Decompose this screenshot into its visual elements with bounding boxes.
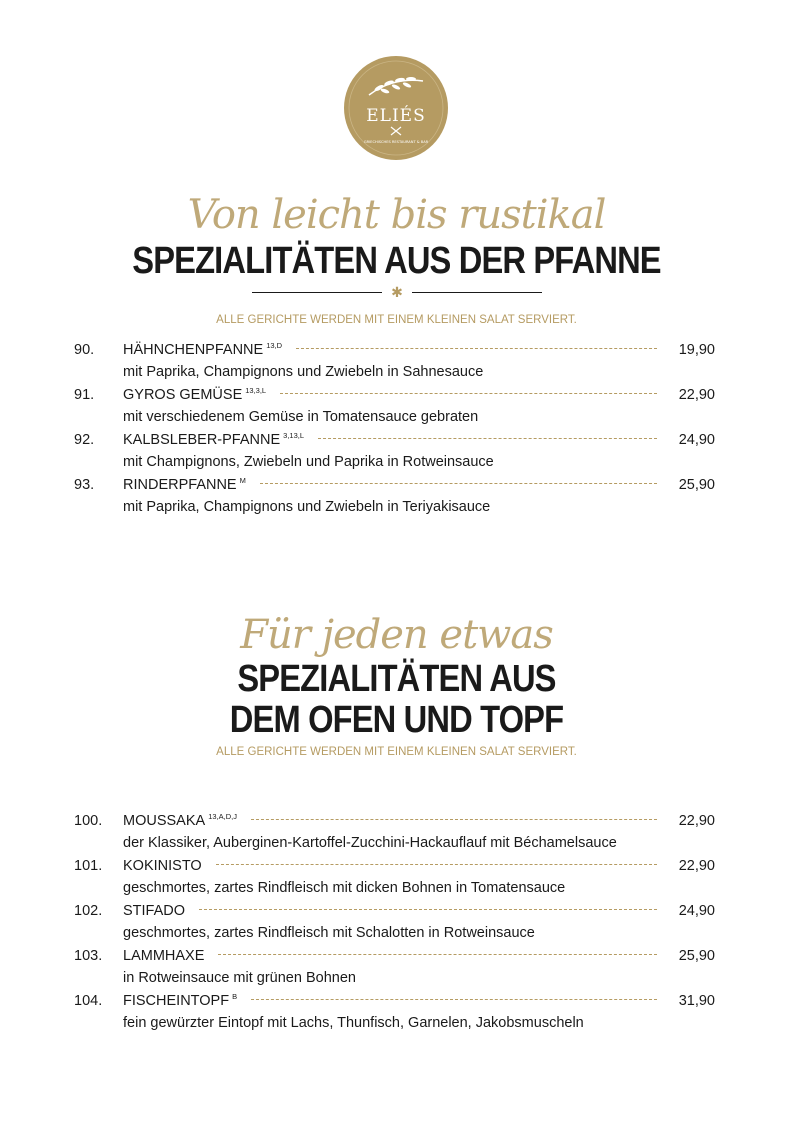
menu-item <box>0 993 793 1038</box>
item-number: 102. <box>74 903 103 919</box>
section1-note: ALLE GERICHTE WERDEN MIT EINEM KLEINEN SALAT SERVIERT. <box>216 314 577 326</box>
section2-title-line2: DEM OFEN UND TOPF <box>229 699 564 741</box>
item-name: STIFADO <box>123 903 186 919</box>
item-price: 22,90 <box>678 813 715 829</box>
menu-item <box>0 948 793 993</box>
item-description: geschmortes, zartes Rindfleisch mit Schalotten in Rotweinsauce <box>123 925 535 941</box>
leader-dots <box>251 819 657 820</box>
item-description: mit Champignons, Zwiebeln und Paprika in Rotweinsauce <box>123 454 494 470</box>
item-description: mit Paprika, Champignons und Zwiebeln in Teriyakisauce <box>123 499 491 515</box>
restaurant-logo <box>343 55 449 161</box>
item-name: LAMMHAXE <box>123 948 205 964</box>
item-price: 25,90 <box>678 948 715 964</box>
item-number: 103. <box>74 948 103 964</box>
item-number: 104. <box>74 993 103 1009</box>
item-price: 31,90 <box>678 993 715 1009</box>
item-allergens: 13,D <box>266 341 283 350</box>
logo-subtitle: GRIECHISCHES RESTAURANT & BAR <box>363 140 429 144</box>
title-divider <box>252 286 542 300</box>
item-allergens: M <box>239 476 246 485</box>
item-price: 24,90 <box>678 903 715 919</box>
section2-note: ALLE GERICHTE WERDEN MIT EINEM KLEINEN SALAT SERVIERT. <box>216 746 577 758</box>
item-name: GYROS GEMÜSE $^{13,3,L}$ <box>123 386 267 403</box>
menu-item <box>0 387 793 432</box>
item-allergens: 13,3,L <box>245 386 267 395</box>
section1-title: SPEZIALITÄTEN AUS DER PFANNE <box>132 240 661 282</box>
menu-item <box>0 342 793 387</box>
item-description: in Rotweinsauce mit grünen Bohnen <box>123 970 356 986</box>
item-name: RINDERPFANNE $^M$ <box>123 476 246 493</box>
item-description: mit Paprika, Champignons und Zwiebeln in Sahnesauce <box>123 364 484 380</box>
menu-item <box>0 432 793 477</box>
leader-dots <box>280 393 657 394</box>
menu-item <box>0 903 793 948</box>
item-price: 22,90 <box>678 387 715 403</box>
menu-item <box>0 477 793 522</box>
item-allergens: B <box>232 992 238 1001</box>
leader-dots <box>296 348 657 349</box>
item-description: fein gewürzter Eintopf mit Lachs, Thunfisch, Garnelen, Jakobsmuscheln <box>123 1015 584 1031</box>
item-number: 100. <box>74 813 103 829</box>
section2-menu-list <box>0 813 793 1038</box>
leader-dots <box>260 483 657 484</box>
menu-item <box>0 858 793 903</box>
item-price: 24,90 <box>678 432 715 448</box>
leader-dots <box>318 438 657 439</box>
section1-script-title: Von leicht bis rustikal <box>187 192 606 238</box>
item-description: geschmortes, zartes Rindfleisch mit dicken Bohnen in Tomatensauce <box>123 880 566 896</box>
item-name: KALBSLEBER-PFANNE $^{3,13,L}$ <box>123 431 305 448</box>
leader-dots <box>218 954 657 955</box>
section1-menu-list <box>0 342 793 522</box>
item-name: FISCHEINTOPF $^B$ <box>123 992 238 1009</box>
item-price: 19,90 <box>678 342 715 358</box>
item-number: 93. <box>74 477 95 493</box>
section2-title-line1: SPEZIALITÄTEN AUS <box>237 658 556 700</box>
item-name: MOUSSAKA $^{13,A,D,J}$ <box>123 812 237 829</box>
leader-dots <box>251 999 657 1000</box>
section2-script-title: Für jeden etwas <box>240 612 553 658</box>
item-price: 25,90 <box>678 477 715 493</box>
item-description: mit verschiedenem Gemüse in Tomatensauce gebraten <box>123 409 479 425</box>
item-number: 92. <box>74 432 95 448</box>
item-description: der Klassiker, Auberginen-Kartoffel-Zucchini-Hackauflauf mit Béchamelsauce <box>123 835 617 851</box>
divider-star-icon: ✱ <box>391 284 403 300</box>
leader-dots <box>199 909 657 910</box>
item-number: 90. <box>74 342 95 358</box>
item-allergens: 3,13,L <box>283 431 305 440</box>
item-number: 91. <box>74 387 95 403</box>
item-name: KOKINISTO <box>123 858 202 874</box>
item-name: HÄHNCHENPFANNE $^{13,D}$ <box>123 341 283 358</box>
item-number: 101. <box>74 858 103 874</box>
logo-name: ELIÉS <box>366 106 426 126</box>
item-price: 22,90 <box>678 858 715 874</box>
leader-dots <box>216 864 657 865</box>
menu-item <box>0 813 793 858</box>
item-allergens: 13,A,D,J <box>208 812 237 821</box>
